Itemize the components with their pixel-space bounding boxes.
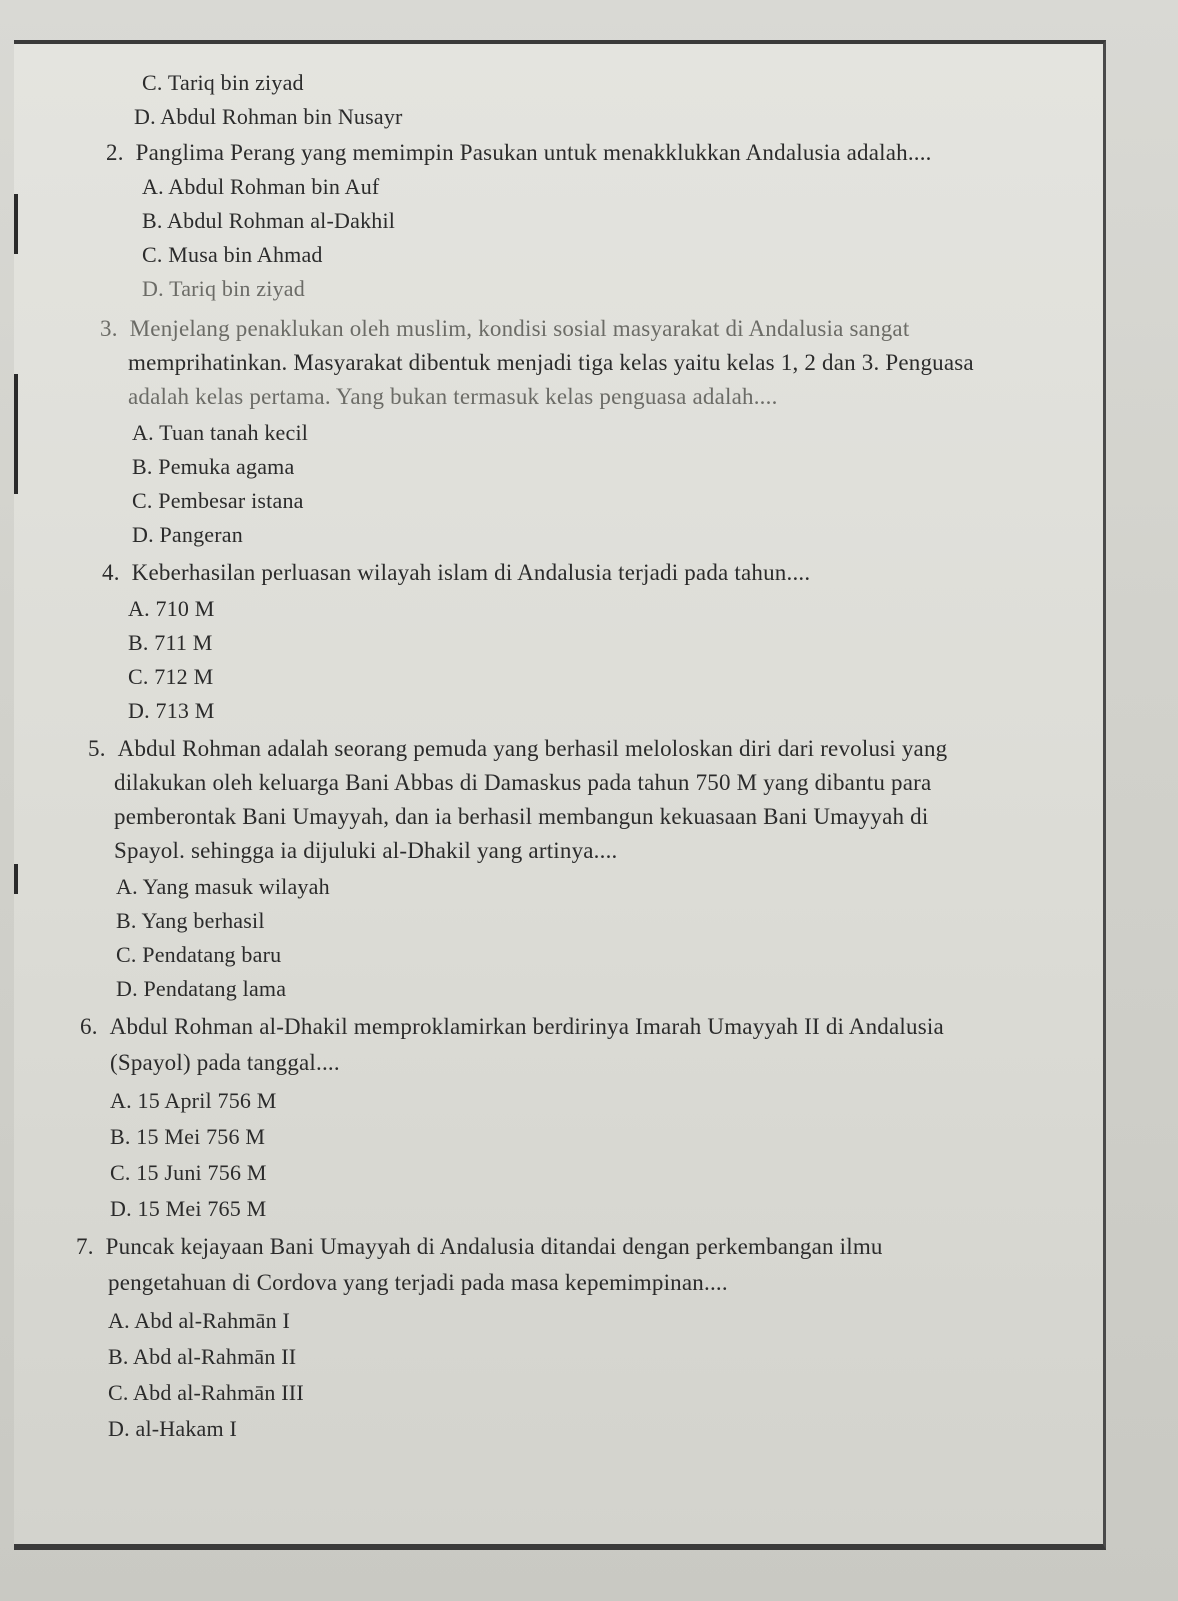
q1-option-d: D. Abdul Rohman bin Nusayr <box>134 104 403 129</box>
q6-option-d: D. 15 Mei 765 M <box>110 1196 267 1221</box>
q5-option-b: B. Yang berhasil <box>116 908 265 933</box>
question-number: 5. <box>88 736 106 761</box>
question-5-line-4: Spayol. sehingga ia dijuluki al-Dhakil yang artinya.... <box>114 838 618 863</box>
q1-option-c: C. Tariq bin ziyad <box>142 70 304 95</box>
question-2 <box>106 140 932 166</box>
page-edge-mark <box>14 194 18 254</box>
page-edge-mark <box>14 864 18 894</box>
question-6-line-2: (Spayol) pada tanggal.... <box>110 1050 340 1075</box>
q2-option-a: A. Abdul Rohman bin Auf <box>142 174 380 199</box>
question-number: 2. <box>106 140 124 165</box>
q4-option-d: D. 713 M <box>128 698 215 723</box>
q4-option-a: A. 710 M <box>128 596 215 621</box>
q3-option-a: A. Tuan tanah kecil <box>132 420 309 445</box>
question-5-line-1 <box>88 736 947 762</box>
q2-option-c: C. Musa bin Ahmad <box>142 242 323 267</box>
q5-option-a: A. Yang masuk wilayah <box>116 874 330 899</box>
question-text: Abdul Rohman al-Dhakil memproklamirkan berdirinya Imarah Umayyah II di Andalusia <box>109 1014 944 1039</box>
question-7-line-1 <box>76 1234 883 1260</box>
question-5-line-2: dilakukan oleh keluarga Bani Abbas di Damaskus pada tahun 750 M yang dibantu para <box>114 770 932 795</box>
question-5-line-3: pemberontak Bani Umayyah, dan ia berhasil membangun kekuasaan Bani Umayyah di <box>114 804 929 829</box>
q6-option-a: A. 15 April 756 M <box>110 1088 277 1113</box>
q7-option-b: B. Abd al-Rahmān II <box>108 1344 297 1369</box>
q7-option-d: D. al-Hakam I <box>108 1416 238 1441</box>
q5-option-c: C. Pendatang baru <box>116 942 282 967</box>
q7-option-a: A. Abd al-Rahmān I <box>108 1308 291 1333</box>
q6-option-b: B. 15 Mei 756 M <box>110 1124 266 1149</box>
q4-option-b: B. 711 M <box>128 630 213 655</box>
q2-option-b: B. Abdul Rohman al-Dakhil <box>142 208 396 233</box>
question-number: 3. <box>100 316 118 341</box>
question-4 <box>102 560 810 586</box>
question-text: Puncak kejayaan Bani Umayyah di Andalusia ditandai dengan perkembangan ilmu <box>105 1234 883 1259</box>
q3-option-c: C. Pembesar istana <box>132 488 304 513</box>
q3-option-b: B. Pemuka agama <box>132 454 295 479</box>
question-7-line-2: pengetahuan di Cordova yang terjadi pada masa kepemimpinan.... <box>108 1270 728 1295</box>
question-number: 7. <box>76 1234 94 1259</box>
q7-option-c: C. Abd al-Rahmān III <box>108 1380 304 1405</box>
question-3-line-1 <box>100 316 909 342</box>
question-text: Panglima Perang yang memimpin Pasukan untuk menakklukkan Andalusia adalah.... <box>135 140 932 165</box>
question-3-line-2: memprihatinkan. Masyarakat dibentuk menjadi tiga kelas yaitu kelas 1, 2 dan 3. Penguasa <box>128 350 974 375</box>
page-edge-mark <box>14 374 18 494</box>
question-number: 6. <box>80 1014 98 1039</box>
q3-option-d: D. Pangeran <box>132 522 243 547</box>
q2-option-d: D. Tariq bin ziyad <box>142 276 305 301</box>
question-text: Abdul Rohman adalah seorang pemuda yang berhasil meloloskan diri dari revolusi yang <box>117 736 948 761</box>
q4-option-c: C. 712 M <box>128 664 214 689</box>
question-text: Menjelang penaklukan oleh muslim, kondisi sosial masyarakat di Andalusia sangat <box>129 316 910 341</box>
question-6-line-1 <box>80 1014 944 1040</box>
worksheet-page <box>14 40 1106 1550</box>
question-text: Keberhasilan perluasan wilayah islam di Andalusia terjadi pada tahun.... <box>131 560 811 585</box>
q6-option-c: C. 15 Juni 756 M <box>110 1160 267 1185</box>
question-3-line-3: adalah kelas pertama. Yang bukan termasuk kelas penguasa adalah.... <box>128 384 778 409</box>
q5-option-d: D. Pendatang lama <box>116 976 287 1001</box>
question-number: 4. <box>102 560 120 585</box>
